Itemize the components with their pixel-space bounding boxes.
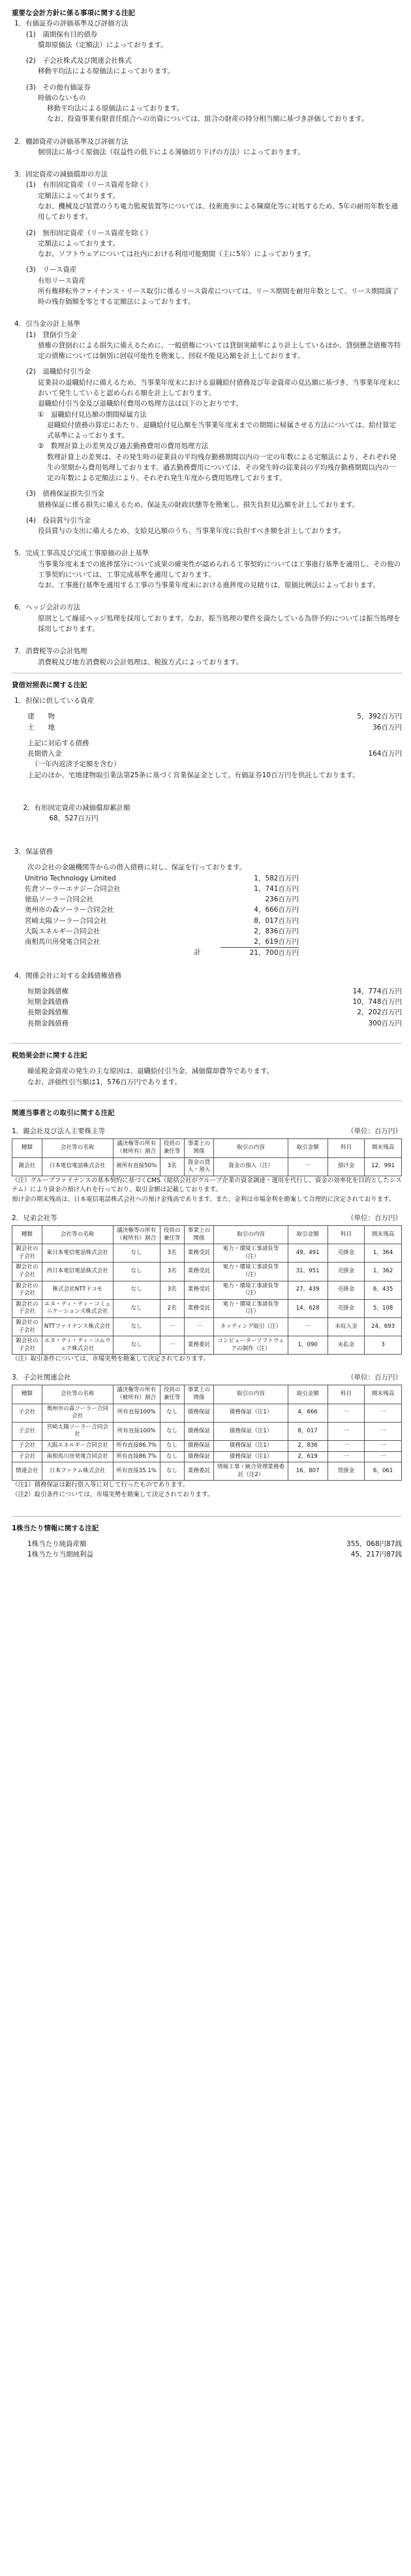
collateral-heading: 1．担保に供している資産: [14, 697, 95, 705]
unit-label: （単位：百万円）: [347, 1374, 402, 1382]
guarantee-company: 宮崎太陽ソーラー合同会社: [25, 916, 107, 925]
table-row: [12, 1404, 402, 1422]
table-cell: 14，628: [288, 1299, 327, 1317]
policy-text: 債権の貸倒れによる損失に備えるために、一般債権については貸倒実績率により計上しているほか、貸倒懸念債権等特定の債権については個別に回収可能性を勘案し、回収不能見込額を計上しております。: [38, 341, 401, 361]
table-cell: エヌ・ティ・ティ・コムウェア株式会社: [42, 1336, 113, 1355]
debt-label: 長期借入金: [27, 750, 62, 758]
column-header: 役員の兼任等: [160, 1226, 184, 1244]
debt-heading: 上記に対応する債務: [27, 739, 89, 747]
table-cell: 債務保証（注1）: [214, 1404, 288, 1422]
spacer: [12, 483, 402, 489]
spacer: [12, 361, 402, 366]
table-cell: 3名: [160, 1281, 184, 1299]
unit-label: （単位：百万円）: [347, 1127, 402, 1136]
receivable-value: 2，202百万円: [357, 1008, 402, 1017]
per-share-row: [12, 1539, 402, 1549]
table-row: [12, 1440, 402, 1451]
table-cell: 49，491: [288, 1244, 327, 1263]
table-cell: NTTファイナンス株式会社: [42, 1318, 113, 1336]
table-cell: なし: [160, 1462, 184, 1481]
table-cell: 8，017: [288, 1422, 327, 1440]
receivable-label: 長期金銭債権: [27, 1008, 68, 1017]
guarantee-intro: 次の会社の金融機関等からの借入債務に対し、保証を行っております。: [27, 863, 247, 872]
table-cell: 買掛金: [327, 1462, 365, 1481]
column-header: 取引金額: [288, 1226, 327, 1244]
tax-effect-heading: 税効果会計に関する注記: [12, 1051, 87, 1059]
policy-heading: 4．引当金の計上基準: [14, 320, 81, 329]
table-cell: 所有直接100%: [113, 1404, 160, 1422]
column-header: 役員の兼任等: [160, 1139, 184, 1157]
table-cell: 大阪エネルギー合同会社: [42, 1440, 113, 1451]
table-cell: 一: [365, 1440, 402, 1451]
guarantee-total-label: 計: [194, 948, 201, 957]
policy-text: なお、ソフトウェアについては社内における利用可能期間（主に5年）によっております。: [38, 250, 316, 259]
per-share-list: [12, 1539, 402, 1560]
table-cell: 親会社の子会社: [12, 1299, 42, 1317]
table-cell: 南相馬川房発電合同会社: [42, 1451, 113, 1462]
table-cell: 業務受託: [184, 1244, 214, 1263]
policy-text: 移動平均法による原価法によっております。: [47, 105, 184, 113]
table-cell: 2，836: [288, 1440, 327, 1451]
column-header: 取引の内容: [214, 1385, 288, 1404]
table-cell: 一: [184, 1318, 214, 1336]
policy-heading: 5．完成工事高及び完成工事原価の計上基準: [14, 549, 149, 558]
guarantee-total-value: 21，700百万円: [221, 947, 299, 958]
policy-text: 債務保証に係る損失に備えるため、保証先の財政状態等を勘案し、損失負担見込額を計上しております。: [38, 500, 359, 509]
receivable-row: [12, 1018, 402, 1029]
column-header: 期末残高: [365, 1139, 402, 1157]
column-header: 種類: [12, 1385, 42, 1404]
table-cell: 未収入金: [327, 1318, 365, 1336]
table-header-row: [12, 1139, 402, 1157]
table-cell: 業務受託: [184, 1299, 214, 1317]
table-cell: 電力・環境工事請負等（注）: [214, 1281, 288, 1299]
policy-subheading: (1) 有形固定資産（リース資産を除く）: [26, 181, 152, 189]
table-cell: 債務保証: [184, 1451, 214, 1462]
table-cell: 売掛金: [327, 1281, 365, 1299]
policy-subheading: (2) 退職給付引当金: [26, 368, 91, 376]
policy-text: 定額法によっております。: [38, 239, 120, 248]
debt-row: [12, 749, 402, 759]
table-cell: なし: [113, 1299, 160, 1317]
table-cell: 債務保証: [184, 1440, 214, 1451]
table-cell: 奥州市の森ソーラー合同会社: [42, 1404, 113, 1422]
policy-subheading: (3) リース資産: [26, 266, 77, 274]
guarantee-list: [12, 873, 402, 959]
table-row: [12, 1462, 402, 1481]
table-cell: 1，090: [288, 1336, 327, 1355]
column-header: 役員の兼任等: [160, 1385, 184, 1404]
table-header-row: [12, 1385, 402, 1404]
table-cell: 3名: [160, 1263, 184, 1281]
table-row: [12, 1336, 402, 1355]
table-cell: 情報工事・統合管理業務委託（注2）: [214, 1462, 288, 1481]
column-header: 議決権等の所有（被所有）割合: [113, 1226, 160, 1244]
guarantee-amount: 236百万円: [265, 895, 299, 904]
column-header: 期末残高: [365, 1226, 402, 1244]
table-cell: 一: [160, 1318, 184, 1336]
table-cell: 一: [288, 1157, 327, 1176]
policy-text: 個別法に基づく原価法（収益性の低下による簿価切り下げの方法）によっております。: [38, 148, 305, 156]
policy-text: 退職給付債務の算定にあたり、退職給付見込額を当事業年度末までの期間に帰属させる方法については、給付算定式基準によっております。: [47, 421, 397, 440]
table-title: 2．兄弟会社等: [12, 1214, 57, 1222]
table-cell: 一: [288, 1318, 327, 1336]
column-header: 科目: [327, 1139, 365, 1157]
policy-text: 当事業年度末までの進捗部分について成果の確実性が認められる工事契約については工事進行基準を適用し、その他の工事契約については、工事完成基準を適用しております。: [38, 560, 401, 579]
guarantee-heading: 3．保証債務: [14, 848, 53, 856]
table-cell: なし: [160, 1451, 184, 1462]
policy-heading: 7．消費税等の会計処理: [14, 647, 87, 656]
policy-text: ② 数理計算上の差異及び過去勤務費用の費用処理方法: [38, 442, 209, 451]
related-party-table: [12, 1225, 402, 1355]
tax-effect-line: なお、評価性引当額は1，576百万円であります。: [27, 1078, 181, 1086]
table-cell: 業務受託: [184, 1263, 214, 1281]
spacer: [12, 590, 402, 602]
table-row: [12, 1318, 402, 1336]
table-cell: 16，807: [288, 1462, 327, 1481]
table-title: 3．子会社関連会社: [12, 1374, 71, 1382]
table-cell: 子会社: [12, 1451, 42, 1462]
depreciation-value: 68，527百万円: [49, 814, 99, 823]
table-cell: 資金の貸入・預入: [184, 1157, 214, 1176]
policy-heading: 6．ヘッジ会計の方法: [14, 604, 81, 612]
table-row: [12, 1422, 402, 1440]
table-cell: ネッティング取引（注）: [214, 1318, 288, 1336]
table-cell: 業務受託: [184, 1281, 214, 1299]
column-header: 議決権等の所有（被所有）割合: [113, 1139, 160, 1157]
table-cell: 債務保証（注1）: [214, 1451, 288, 1462]
table-cell: 電力・環境工事請負等（注）: [214, 1244, 288, 1263]
column-header: 議決権等の所有（被所有）割合: [113, 1385, 160, 1404]
table-cell: 債務保証: [184, 1422, 214, 1440]
column-header: 科目: [327, 1385, 365, 1404]
table-cell: エヌ・ティ・ティ・コミュニケーションズ株式会社: [42, 1299, 113, 1317]
table-cell: 売掛金: [327, 1263, 365, 1281]
table-cell: 西日本電信電話株式会社: [42, 1263, 113, 1281]
column-header: 事業上の関係: [184, 1385, 214, 1404]
accounting-policies-heading: 重要な会計方針に係る事項に関する注記: [12, 9, 135, 17]
table-cell: 日本電信電話株式会社: [42, 1157, 113, 1176]
table-note: 預け金の期末残高は、日本電信電話株式会社への預け金残高であります。また、金利は市場金利を勘案して合理的に決定されております。: [12, 1196, 395, 1204]
table-cell: 一: [160, 1336, 184, 1355]
policy-text: 原則として繰延ヘッジ処理を採用しております。なお、振当処理の要件を満たしている為替予約については振当処理を採用しております。: [38, 614, 401, 634]
policy-text: なお、工事進行基準を適用する工事の当事業年度末における進捗度の見積りは、原価比例法によっております。: [38, 581, 380, 590]
per-share-value: 45，217円87銭: [350, 1551, 402, 1559]
policy-text: なお、投資事業有限責任組合への出資については、組合の財産の持分相当額に基づき評価しております。: [47, 115, 369, 123]
table-cell: 親会社: [12, 1157, 42, 1176]
table-row: [12, 1263, 402, 1281]
table-cell: 2名: [160, 1299, 184, 1317]
table-cell: 親会社の子会社: [12, 1336, 42, 1355]
table-cell: コンピューターソフトウェアの制作（注）: [214, 1336, 288, 1355]
table-cell: 3: [365, 1336, 402, 1355]
column-header: 取引金額: [288, 1385, 327, 1404]
table-header-row: [12, 1226, 402, 1244]
policy-subheading: (1) 満期保有目的債券: [26, 30, 98, 39]
table-cell: 子会社: [12, 1422, 42, 1440]
receivable-value: 14，774百万円: [352, 987, 402, 995]
table-note: （注）取引条件については、市場実勢を勘案して決定されております。: [12, 1355, 210, 1363]
policy-subheading: (3) 債務保証損失引当金: [26, 490, 104, 498]
table-cell: 関連会社: [12, 1462, 42, 1481]
table-cell: 所有直接86.7%: [113, 1440, 160, 1451]
table-cell: 3名: [160, 1244, 184, 1263]
table-cell: 債務保証（注1）: [214, 1440, 288, 1451]
guarantee-company: Unitrio Technology Limited: [25, 874, 116, 882]
divider: [12, 1516, 402, 1517]
guarantee-company: 佐倉ソーラーエナジー合同会社: [25, 884, 121, 893]
table-row: [12, 1244, 402, 1263]
spacer: [12, 634, 402, 646]
spacer: [12, 536, 402, 548]
table-title: 1．親会社及び法人主要株主等: [12, 1127, 106, 1136]
table-cell: 5，108: [365, 1299, 402, 1317]
policy-subheading: (1) 貸倒引当金: [26, 330, 77, 339]
table-note: （注）グループファイナンスの基本契約に基づくCMS（総括会社がグループ企業の資金調達・運用を代行し、資金の効率化を目的としたシステム）により資金の預け入れを行っており、取引金額は記載しております。: [12, 1176, 402, 1194]
divider: [12, 1043, 402, 1044]
policy-text: 所有権移転外ファイナンス・リース取引に係るリース資産については、リース期間を耐用年数として、リース期間満了時の残存価額を零とする定額法によっております。: [38, 287, 399, 306]
table-cell: 所有直接100%: [113, 1422, 160, 1440]
table-cell: なし: [113, 1281, 160, 1299]
deposit-paragraph: 上記のほか、宅地建物取引業法第25条に基づく営業保証金として、有価証券10百万円を供託しております。: [27, 771, 359, 779]
receivables-list: [12, 986, 402, 1029]
table-title-row: [12, 1372, 402, 1383]
tax-effect-line: 繰延税金資産の発生の主な原因は、退職給付引当金、減価償却費等であります。: [27, 1067, 274, 1076]
column-header: 事業上の関係: [184, 1226, 214, 1244]
table-title-row: [12, 1213, 402, 1223]
depreciation-heading: [12, 792, 402, 835]
spacer: [12, 125, 402, 137]
policy-heading: 1．有価証券の評価基準及び評価方法: [14, 20, 129, 28]
table-cell: 12，991: [365, 1157, 402, 1176]
column-header: 種類: [12, 1139, 42, 1157]
policy-text: 退職給付引当金及び退職給付費用の処理方法は以下のとおりです。: [38, 400, 243, 408]
related-party-table: [12, 1138, 402, 1176]
policy-text: 移動平均法による原価法によっております。: [38, 67, 175, 76]
table-cell: 一: [327, 1422, 365, 1440]
table-cell: なし: [113, 1263, 160, 1281]
policy-heading: 3．固定資産の減価償却の方法: [14, 170, 108, 179]
table-cell: 株式会社NTTドコモ: [42, 1281, 113, 1299]
table-note: （注1）債務保証は銀行借入等に対して行ったものであります。: [12, 1481, 189, 1489]
collateral-label: 建 物: [27, 713, 55, 721]
receivable-value: 300百万円: [368, 1019, 402, 1027]
column-header: 種類: [12, 1226, 42, 1244]
table-cell: 子会社: [12, 1404, 42, 1422]
policy-text: 定額法によっております。: [38, 191, 120, 200]
policy-text: 償却原価法（定額法）によっております。: [38, 40, 168, 49]
spacer: [12, 259, 402, 265]
policy-subheading: (2) 子会社株式及び関連会社株式: [26, 57, 132, 65]
accounting-policies-body: [12, 18, 402, 668]
table-cell: 親会社の子会社: [12, 1318, 42, 1336]
table-cell: 6，061: [365, 1462, 402, 1481]
table-cell: 売掛金: [327, 1244, 365, 1263]
guarantee-amount: 4，666百万円: [254, 906, 299, 914]
table-title-row: [12, 1126, 402, 1136]
table-cell: 親会社の子会社: [12, 1281, 42, 1299]
collateral-row: [12, 711, 402, 722]
per-share-row: [12, 1549, 402, 1560]
policy-text: 役員賞与の支出に備えるため、支給見込額のうち、当事業年度に負担すべき額を計上しております。: [38, 527, 346, 536]
column-header: 取引の内容: [214, 1139, 288, 1157]
table-cell: なし: [113, 1336, 160, 1355]
guarantee-amount: 2，836百万円: [254, 927, 299, 935]
per-share-heading: 1株当たり情報に関する注記: [12, 1524, 99, 1532]
guarantee-amount: 1，741百万円: [254, 884, 299, 893]
table-cell: 27，439: [288, 1281, 327, 1299]
related-party-tables: [12, 1126, 402, 1500]
related-party-table: [12, 1385, 402, 1481]
per-share-value: 355，068円87銭: [346, 1540, 402, 1549]
table-cell: 被所有直接50%: [113, 1157, 160, 1176]
table-cell: 債務保証: [184, 1404, 214, 1422]
table-cell: 資金の預入（注）: [214, 1157, 288, 1176]
guarantee-amount: 1，582百万円: [254, 874, 299, 882]
depreciation-label: 2．有形固定資産の減価償却累計額: [23, 804, 130, 813]
table-cell: 電力・環境工事請負等（注）: [214, 1263, 288, 1281]
policy-text: 時価のないもの: [38, 93, 86, 102]
table-note: （注2）取引条件については、市場実勢を勘案して決定されております。: [12, 1491, 214, 1499]
table-cell: 1，362: [365, 1263, 402, 1281]
spacer: [12, 77, 402, 82]
table-cell: なし: [160, 1422, 184, 1440]
table-cell: 所有直接86.7%: [113, 1451, 160, 1462]
receivable-row: [12, 1007, 402, 1018]
table-cell: 一: [327, 1404, 365, 1422]
guarantee-company: 南相馬川房発電合同会社: [25, 938, 100, 946]
policy-heading: 2．棚卸資産の評価基準及び評価方法: [14, 137, 129, 146]
guarantee-company: 奥州市の森ソーラー合同会社: [25, 906, 114, 914]
table-cell: 一: [327, 1451, 365, 1462]
spacer: [12, 510, 402, 515]
policy-text: なお、機械及び装置のうち電力監視装置等については、技術進歩による陳腐化等に対処するため、5年の耐用年数を適用しております。: [38, 202, 399, 221]
table-cell: なし: [160, 1404, 184, 1422]
table-cell: 売掛金: [327, 1299, 365, 1317]
table-cell: 1，364: [365, 1244, 402, 1263]
policy-text: 消費税及び地方消費税の会計処理は、税抜方式によっております。: [38, 658, 243, 666]
balance-sheet-heading: 貸借対照表に関する注記: [12, 681, 87, 689]
collateral-value: 36百万円: [373, 723, 402, 732]
policy-subheading: (3) その他有価証券: [26, 83, 91, 91]
policy-text: 数理計算上の差異は、その発生時の従業員の平均残存勤務期間以内の一定の年数による定額法により、それぞれ発生の翌期から費用処理しております。過去勤務費用については、その発生時の従業員の平均残存勤務期間以内の一定の年数による定額法により、それぞれ発生年度から費用処理しております。: [47, 453, 397, 483]
table-cell: 一: [327, 1440, 365, 1451]
policy-text: 従業員の退職給付に備えるため、当事業年度末における退職給付債務及び年金資産の見込額に基づき、当事業年度末において発生していると認められる額を計上しております。: [38, 378, 401, 397]
spacer: [12, 50, 402, 56]
debt-value: 164百万円: [368, 750, 402, 758]
table-cell: 一: [365, 1451, 402, 1462]
column-header: 期末残高: [365, 1385, 402, 1404]
table-cell: なし: [113, 1318, 160, 1336]
table-cell: 6，435: [365, 1281, 402, 1299]
column-header: 取引金額: [288, 1139, 327, 1157]
table-cell: 日本ファクム株式会社: [42, 1462, 113, 1481]
table-cell: 親会社の子会社: [12, 1263, 42, 1281]
policy-subheading: (2) 無形固定資産（リース資産を除く）: [26, 229, 152, 237]
spacer: [12, 157, 402, 169]
collateral-label: 土 地: [27, 723, 55, 732]
column-header: 事業上の関係: [184, 1139, 214, 1157]
column-header: 会社等の名称: [42, 1139, 113, 1157]
receivable-label: 長期金銭債務: [27, 1019, 68, 1027]
table-cell: 2，619: [288, 1451, 327, 1462]
related-party-heading: 関連当事者との取引に関する注記: [12, 1108, 115, 1117]
table-cell: 子会社: [12, 1440, 42, 1451]
policy-subheading: (4) 役員賞与引当金: [26, 516, 91, 524]
table-cell: 4，666: [288, 1404, 327, 1422]
guarantee-amount: 2，619百万円: [254, 938, 299, 946]
guarantee-company: 大阪エネルギー合同会社: [25, 927, 100, 935]
receivable-row: [12, 997, 402, 1007]
table-cell: 親会社の子会社: [12, 1244, 42, 1263]
guarantee-amount: 8，017百万円: [254, 916, 299, 925]
table-cell: 31，951: [288, 1263, 327, 1281]
table-cell: 未払金: [327, 1336, 365, 1355]
per-share-label: 1株当たり純資産額: [27, 1540, 87, 1549]
table-row: [12, 1281, 402, 1299]
unit-label: （単位：百万円）: [347, 1214, 402, 1222]
table-cell: 業務委託: [184, 1336, 214, 1355]
receivable-value: 10，748百万円: [352, 998, 402, 1006]
collateral-row: [12, 722, 402, 733]
table-cell: なし: [160, 1440, 184, 1451]
receivable-label: 短期金銭債権: [27, 987, 68, 995]
column-header: 取引の内容: [214, 1226, 288, 1244]
table-row: [12, 1157, 402, 1176]
table-cell: 3名: [160, 1157, 184, 1176]
table-cell: 債務保証（注1）: [214, 1422, 288, 1440]
column-header: 会社等の名称: [42, 1385, 113, 1404]
table-cell: 24，693: [365, 1318, 402, 1336]
debt-note: （一年内返済予定額を含む）: [31, 760, 121, 769]
collateral-value: 5，392百万円: [357, 713, 402, 721]
table-cell: 電力・環境工事請負等（注）: [214, 1299, 288, 1317]
table-cell: 東日本電信電話株式会社: [42, 1244, 113, 1263]
table-cell: 一: [365, 1404, 402, 1422]
table-cell: 宮崎太陽ソーラー合同会社: [42, 1422, 113, 1440]
table-cell: 一: [365, 1422, 402, 1440]
table-cell: なし: [113, 1244, 160, 1263]
spacer: [12, 223, 402, 228]
table-row: [12, 1299, 402, 1317]
receivable-row: [12, 986, 402, 997]
receivable-label: 短期金銭債務: [27, 998, 68, 1006]
policy-text: 有形リース資産: [38, 276, 85, 285]
policy-text: ① 退職給付見込額の期間帰属方法: [38, 410, 147, 419]
column-header: 会社等の名称: [42, 1226, 113, 1244]
table-cell: 預け金: [327, 1157, 365, 1176]
table-cell: 業務委託: [184, 1462, 214, 1481]
spacer: [12, 307, 402, 319]
guarantee-company: 徳島ソーラー合同会社: [25, 895, 93, 904]
table-row: [12, 1451, 402, 1462]
column-header: 科目: [327, 1226, 365, 1244]
collateral-assets: [12, 711, 402, 733]
table-cell: 所有直接35.1%: [113, 1462, 160, 1481]
per-share-label: 1株当たり当期純利益: [27, 1551, 94, 1559]
receivables-heading: 4．関係会社に対する金銭債権債務: [14, 971, 122, 980]
